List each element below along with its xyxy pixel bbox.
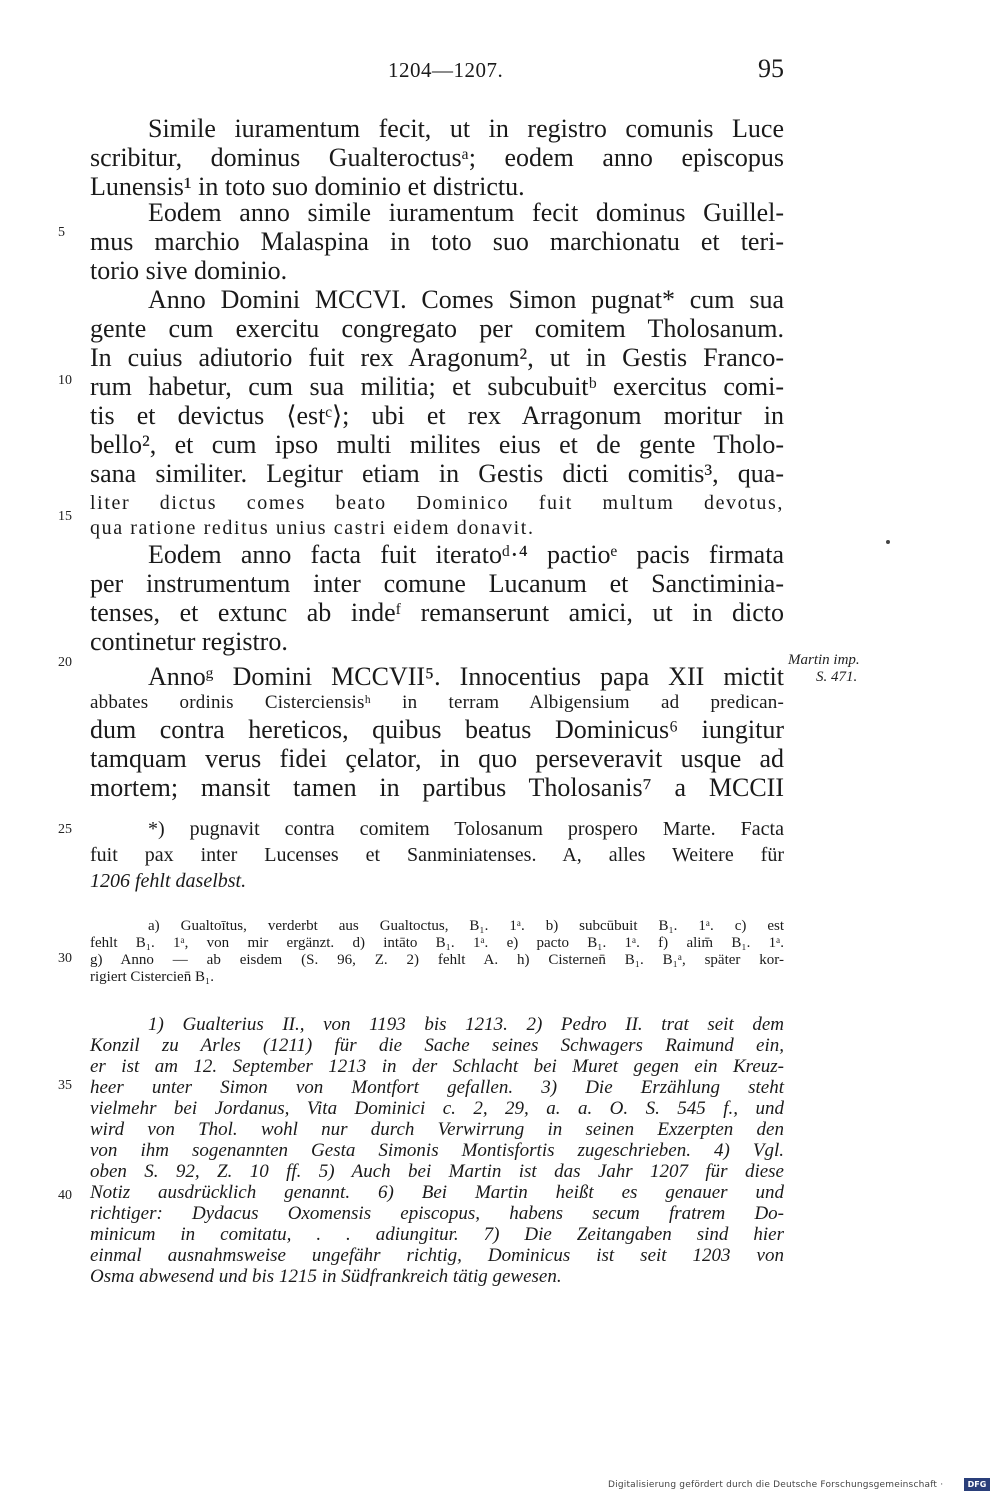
note-line: 1) Gualterius II., von 1193 bis 1213. 2) Pedro II. trat seit dem <box>148 1014 784 1035</box>
text-line: Lunensis¹ in toto suo dominio et districtu. <box>90 172 525 201</box>
footnote-line: 1206 fehlt daselbst. <box>90 870 247 892</box>
note-line: wird von Thol. wohl nur durch Verwirrung in seinen Exzerpten den <box>90 1119 784 1140</box>
apparatus-line: rigiert Cistercien̄ B₁. <box>90 969 214 985</box>
text-line: bello², et cum ipso multi milites eius et de gente Tholo- <box>90 430 784 459</box>
margin-note-page: S. 471. <box>816 669 858 685</box>
text-line: tenses, et extunc ab indeᶠ remanserunt amici, ut in dicto <box>90 598 784 627</box>
note-line: er ist am 12. September 1213 in der Schlacht bei Muret gegen ein Kreuz- <box>90 1056 784 1077</box>
apparatus-line: fehlt B₁. 1ᵃ, von mir ergänzt. d) intāto B₁. 1ᵃ. e) pacto B₁. 1ᵃ. f) alim̄ B₁. 1ᵃ. <box>90 935 784 951</box>
note-line: vielmehr bei Jordanus, Vita Dominici c. 2, 29, a. a. O. S. 545 f., und <box>90 1098 784 1119</box>
line-number: 10 <box>58 373 72 388</box>
line-number: 20 <box>58 655 72 670</box>
note-line: von ihm sogenannten Gesta Simonis Montisfortis zugeschrieben. 4) Vgl. <box>90 1140 784 1161</box>
line-number: 15 <box>58 509 72 524</box>
note-line: minicum in comitatu, . . adiungitur. 7) Die Zeitangaben sind hier <box>90 1224 784 1245</box>
page-header <box>0 54 1000 92</box>
footnote-line: fuit pax inter Lucenses et Sanminiatenses. A, alles Weitere für <box>90 844 784 866</box>
margin-note-source: Martin imp. <box>788 652 860 668</box>
apparatus-line: a) Gualtoītus, verderbt aus Gualtoctus, B₁. 1ᵃ. b) subcūbuit B₁. 1ᵃ. c) est <box>148 918 784 934</box>
digitization-credit: Digitalisierung gefördert durch die Deutsche Forschungsgemeinschaft · <box>608 1480 944 1490</box>
note-line: Konzil zu Arles (1211) für die Sache seines Schwagers Raimund ein, <box>90 1035 784 1056</box>
text-line: tamquam verus fidei çelator, in quo perseveravit usque ad <box>90 744 784 773</box>
line-number: 30 <box>58 951 72 966</box>
text-line: qua ratione reditus unius castri eidem donavit. <box>90 517 535 539</box>
text-line: Anno Domini MCCVI. Comes Simon pugnat* cum sua <box>148 285 784 314</box>
line-number: 5 <box>58 225 65 240</box>
dfg-logo: DFG <box>964 1478 990 1491</box>
text-line: mortem; mansit tamen in partibus Tholosanis⁷ a MCCII <box>90 773 784 802</box>
stray-mark <box>886 540 890 544</box>
text-line: rum habetur, cum sua militia; et subcubuitᵇ exercitus comi- <box>90 372 784 401</box>
text-line: tis et devictus ⟨estᶜ⟩; ubi et rex Arragonum moritur in <box>90 401 784 430</box>
line-number: 35 <box>58 1078 72 1093</box>
text-line: abbates ordinis Cisterciensisʰ in terram Albigensium ad predican- <box>90 692 784 713</box>
year-range: 1204—1207. <box>388 58 504 82</box>
text-line: In cuius adiutorio fuit rex Aragonum², ut in Gestis Franco- <box>90 343 784 372</box>
note-line: heer unter Simon von Montfort gefallen. 3) Die Erzählung steht <box>90 1077 784 1098</box>
page-number: 95 <box>758 54 784 83</box>
note-line: Notiz ausdrücklich genannt. 6) Bei Martin heißt es genauer und <box>90 1182 784 1203</box>
text-line: continetur registro. <box>90 627 288 656</box>
text-line: Eodem anno facta fuit iteratoᵈ·⁴ pactioᵉ pacis firmata <box>148 540 784 569</box>
footnote-line: *) pugnavit contra comitem Tolosanum prospero Marte. Facta <box>148 818 784 840</box>
line-number: 40 <box>58 1188 72 1203</box>
apparatus-line: g) Anno — ab eisdem (S. 96, Z. 2) fehlt A. h) Cisternen̄ B₁. B₁ᵃ, später kor- <box>90 952 784 968</box>
line-number: 25 <box>58 822 72 837</box>
text-line: torio sive dominio. <box>90 256 288 285</box>
margin-note <box>788 652 860 686</box>
text-line: per instrumentum inter comune Lucanum et Sanctiminia- <box>90 569 784 598</box>
text-line: Annoᵍ Domini MCCVII⁵. Innocentius papa XII mictit <box>148 662 784 691</box>
note-line: oben S. 92, Z. 10 ff. 5) Auch bei Martin ist das Jahr 1207 für diese <box>90 1161 784 1182</box>
text-line: scribitur, dominus Gualteroctusᵃ; eodem anno episcopus <box>90 143 784 172</box>
text-line: gente cum exercitu congregato per comitem Tholosanum. <box>90 314 784 343</box>
text-line: Eodem anno simile iuramentum fecit dominus Guillel- <box>148 198 784 227</box>
text-line: mus marchio Malaspina in toto suo marchionatu et teri- <box>90 227 784 256</box>
note-line: Osma abwesend und bis 1215 in Südfrankreich tätig gewesen. <box>90 1266 562 1287</box>
text-line: sana similiter. Legitur etiam in Gestis dicti comitis³, qua- <box>90 459 784 488</box>
note-line: einmal ausnahmsweise ungefähr richtig, Dominicus ist seit 1203 von <box>90 1245 784 1266</box>
text-line: dum contra hereticos, quibus beatus Dominicus⁶ iungitur <box>90 715 784 744</box>
note-line: richtiger: Dydacus Oxomensis episcopus, habens secum fratrem Do- <box>90 1203 784 1224</box>
text-line: Simile iuramentum fecit, ut in registro comunis Luce <box>148 114 784 143</box>
text-line: liter dictus comes beato Dominico fuit multum devotus, <box>90 492 784 514</box>
